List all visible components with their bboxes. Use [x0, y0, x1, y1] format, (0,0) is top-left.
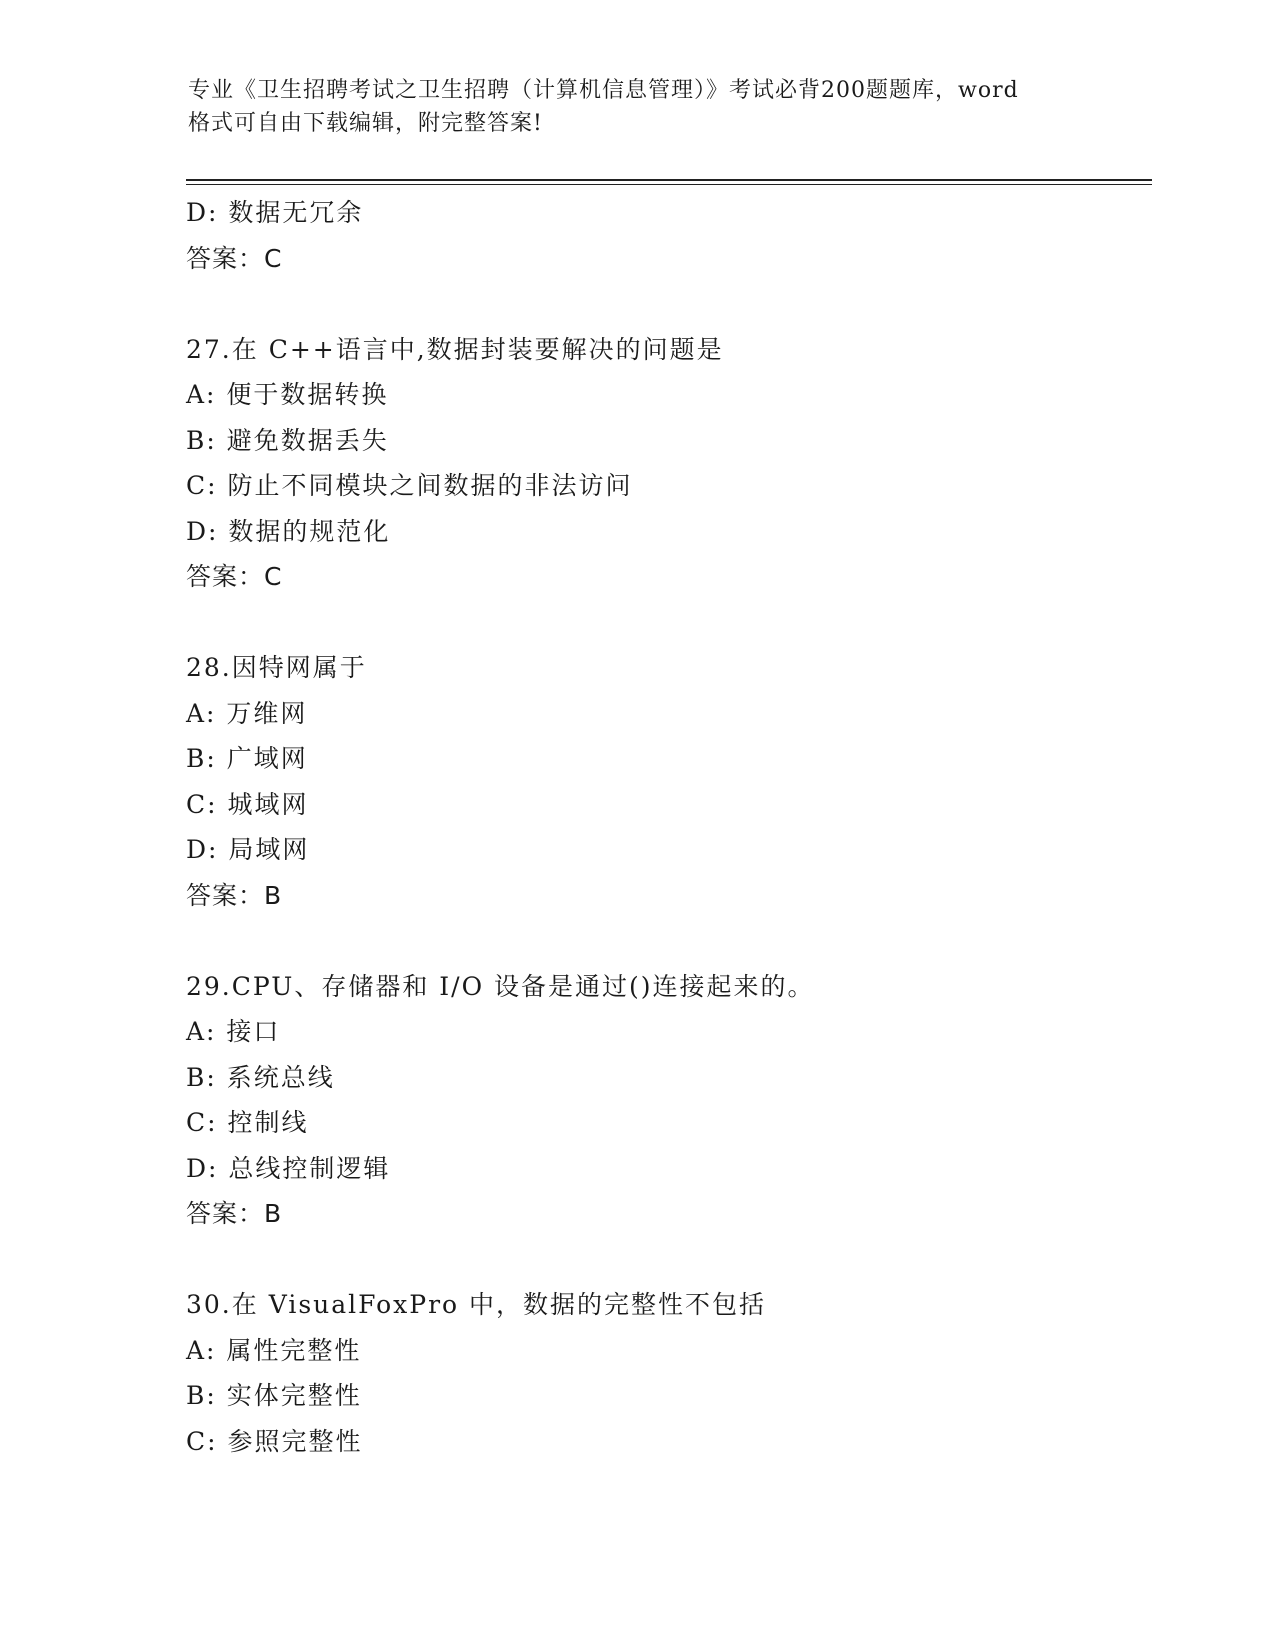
option-a: A: 接口 [186, 1017, 281, 1046]
option-b: B: 系统总线 [186, 1062, 335, 1092]
header-divider-thin [186, 184, 1152, 185]
question-list [186, 190, 1166, 1464]
question-29 [186, 964, 1166, 1237]
question-stem: 29.CPU、存储器和 I/O 设备是通过()连接起来的。 [186, 971, 815, 1001]
option-b: B: 避免数据丢失 [186, 425, 389, 455]
option-b: B: 广域网 [186, 744, 308, 773]
question-30 [186, 1282, 1166, 1464]
option-c: C: 参照完整性 [186, 1426, 363, 1456]
question-28 [186, 645, 1166, 918]
option-c: C: 防止不同模块之间数据的非法访问 [186, 471, 633, 500]
spacer [186, 1237, 1166, 1283]
question-stem: 27.在 C++语言中,数据封装要解决的问题是 [186, 334, 724, 364]
option-a: A: 便于数据转换 [186, 380, 389, 409]
spacer [186, 281, 1166, 327]
question-27 [186, 327, 1166, 600]
header-line-1: 专业《卫生招聘考试之卫生招聘（计算机信息管理）》考试必背200题题库，word [188, 78, 1019, 103]
option-a: A: 属性完整性 [186, 1335, 362, 1365]
option-d: D: 数据无冗余 [186, 198, 364, 227]
header-line-2: 格式可自由下载编辑，附完整答案! [188, 111, 543, 136]
header-divider-thick [186, 179, 1152, 181]
option-d: D: 局域网 [186, 835, 310, 864]
option-c: C: 城域网 [186, 789, 309, 819]
option-c: C: 控制线 [186, 1108, 309, 1137]
answer-line: 答案：B [186, 880, 283, 910]
option-d: D: 数据的规范化 [186, 516, 391, 546]
question-stem: 28.因特网属于 [186, 653, 367, 682]
answer-line: 答案：C [186, 562, 283, 591]
document-header [188, 74, 1108, 140]
option-b: B: 实体完整性 [186, 1381, 362, 1410]
question-stem: 30.在 VisualFoxPro 中，数据的完整性不包括 [186, 1290, 767, 1319]
answer-line: 答案：B [186, 1199, 283, 1228]
option-d: D: 总线控制逻辑 [186, 1153, 391, 1183]
spacer [186, 600, 1166, 646]
spacer [186, 918, 1166, 964]
answer-line: 答案：C [186, 243, 283, 273]
option-a: A: 万维网 [186, 698, 308, 728]
